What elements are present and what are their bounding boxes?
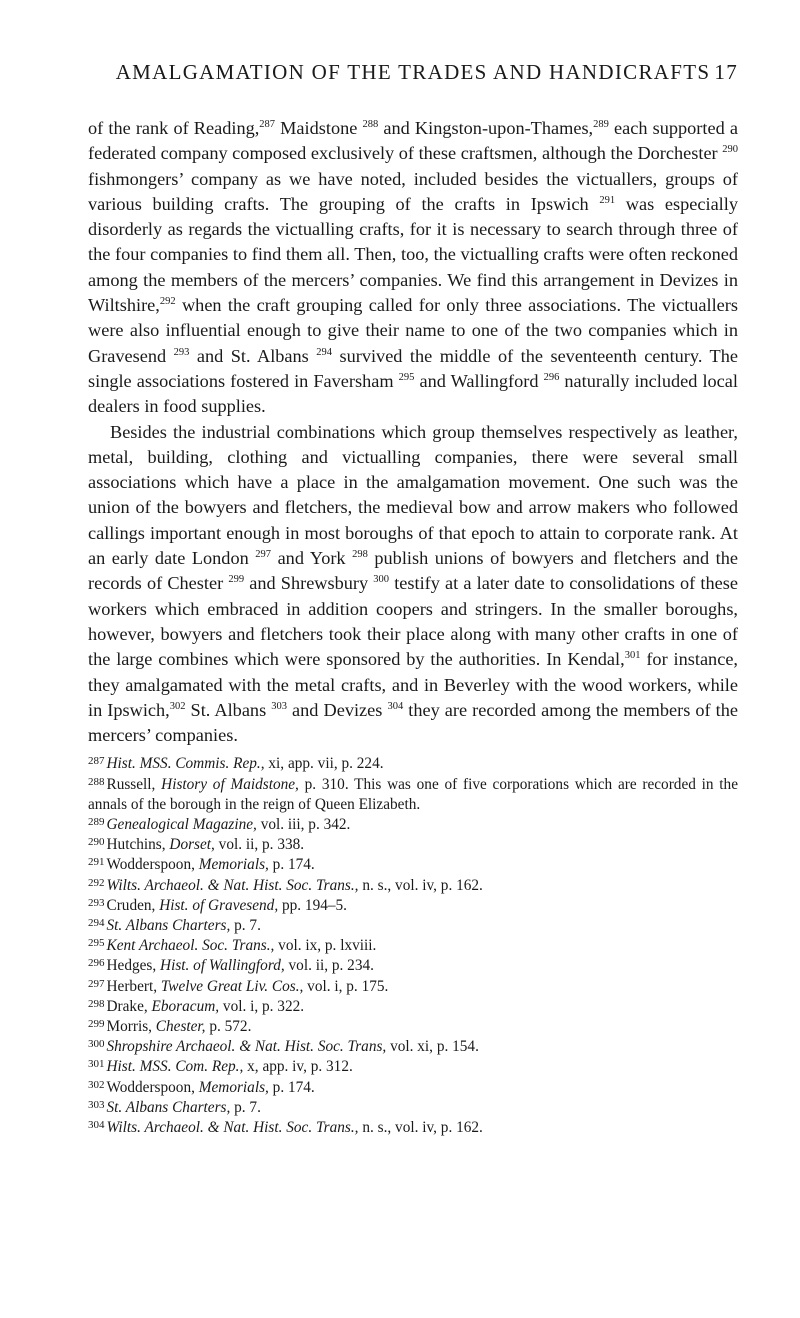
footnote-title: Eboracum, (151, 997, 220, 1015)
footnote-text: p. 572. (205, 1018, 252, 1036)
footnote-title: Kent Archaeol. Soc. Trans., (106, 937, 275, 955)
footnote-text: xi, app. vii, p. 224. (264, 755, 384, 773)
footnote (88, 775, 738, 815)
footnote-number: 296 (88, 957, 105, 970)
footnote-title: Hist. of Gravesend, (159, 896, 279, 914)
text-run: of the rank of Reading, (88, 118, 260, 138)
footnote-author: Drake, (106, 997, 152, 1015)
footnote-author: Hutchins, (106, 836, 170, 854)
text-run: they are recorded among the members of the mercers’ companies. (88, 699, 738, 746)
footnote-title: Hist. of Wallingford, (160, 957, 285, 975)
text-run: Maidstone (275, 118, 363, 138)
footnote-text: n. s., vol. iv, p. 162. (358, 876, 483, 894)
footnote-ref: 293 (173, 346, 190, 358)
footnote-number: 298 (88, 997, 105, 1010)
footnote (88, 916, 738, 936)
footnote-author: Wodderspoon, (106, 856, 199, 874)
footnote-text: p. 7. (230, 1098, 261, 1116)
footnote-ref: 288 (362, 119, 379, 130)
footnote-author: Herbert, (106, 977, 161, 995)
footnote-ref: 302 (169, 700, 186, 712)
footnote-ref: 294 (316, 346, 333, 358)
footnote-title: History of Maidstone, (161, 775, 299, 793)
footnote-text: p. 174. (268, 1078, 315, 1096)
text-run: for instance, they amalgamated with the metal crafts, and in Beverley with the wood workers, while in Ipswich, (88, 649, 738, 720)
footnote-text: vol. i, p. 175. (303, 977, 389, 995)
footnote-text: vol. i, p. 322. (219, 997, 305, 1015)
footnote-text: vol. ii, p. 234. (284, 957, 374, 975)
text-run: was especially disorderly as regards the victualling crafts, for it is necessary to search through three of the four companies to find them all. Then, too, the victualling crafts were often reckoned among the members of the mercers’ companies. We find this arrangement in Devizes in Wiltshire, (88, 193, 738, 316)
footnote-title: Chester, (155, 1018, 206, 1036)
footnote-number: 293 (88, 896, 105, 909)
footnote (88, 1017, 738, 1037)
footnote-number: 300 (88, 1038, 105, 1051)
paragraph-1 (88, 116, 738, 420)
footnote-number: 304 (88, 1119, 105, 1132)
footnote-author: Russell, (106, 775, 162, 793)
footnote-ref: 297 (255, 549, 272, 561)
page-number: 17 (714, 60, 738, 84)
footnote-text: p. 310. This was one of five corporations which are recorded in the annals of the borough in the reign of Queen Elizabeth. (88, 775, 738, 813)
text-run: when the craft grouping called for only three associations. The victuallers were also influential enough to give their name to one of the two companies which in Gravesend (88, 295, 738, 366)
footnote-ref: 300 (373, 574, 390, 586)
footnote (88, 1078, 738, 1098)
footnote-ref: 291 (599, 194, 616, 206)
footnote (88, 1057, 738, 1077)
text-run: St. Albans (185, 699, 272, 720)
footnote-title: Wilts. Archaeol. & Nat. Hist. Soc. Trans., (106, 876, 359, 894)
text-run: and Kingston-upon-Thames, (378, 118, 594, 138)
footnote (88, 936, 738, 956)
footnote (88, 835, 738, 855)
footnote-title: Wilts. Archaeol. & Nat. Hist. Soc. Trans., (106, 1119, 359, 1137)
footnote (88, 815, 738, 835)
book-page (88, 60, 738, 1138)
footnote-ref: 289 (593, 119, 609, 130)
footnotes (88, 754, 738, 1138)
footnote-author: Morris, (106, 1018, 156, 1036)
running-head-title: AMALGAMATION OF THE TRADES AND HANDICRAFTS (115, 60, 711, 84)
footnote-author: Wodderspoon, (106, 1078, 199, 1096)
footnote-ref: 299 (228, 574, 245, 586)
text-run: each supported a federated company composed exclusively of these craftsmen, although the Dorchester (88, 118, 738, 164)
footnote-text: vol. ii, p. 338. (214, 836, 305, 854)
footnote-number: 287 (88, 755, 105, 768)
footnote (88, 1118, 738, 1138)
footnote-title: Dorset, (169, 836, 215, 854)
footnote-title: St. Albans Charters, (106, 1098, 231, 1116)
footnote-title: Genealogical Magazine, (106, 816, 257, 834)
footnote-number: 302 (88, 1078, 105, 1091)
footnote-ref: 298 (352, 549, 368, 561)
footnote-number: 301 (88, 1058, 105, 1071)
footnote-text: x, app. iv, p. 312. (243, 1058, 353, 1076)
footnote-ref: 290 (722, 144, 738, 156)
footnote-title: Memorials, (198, 1078, 269, 1096)
text-run: publish unions of bowyers and fletchers and the records of Chester (88, 548, 738, 594)
text-run: fishmongers’ company as we have noted, included besides the victuallers, groups of various building crafts. The grouping of the crafts in Ipswich (88, 168, 738, 214)
text-run: survived the middle of the seventeenth century. The single associations fostered in Faversham (88, 345, 738, 391)
footnote (88, 1037, 738, 1057)
footnote-ref: 292 (159, 296, 176, 308)
footnote-title: St. Albans Charters, (106, 917, 231, 935)
footnote-number: 295 (88, 937, 105, 950)
footnote-number: 289 (88, 816, 105, 829)
footnote-number: 288 (88, 775, 105, 788)
footnote (88, 855, 738, 875)
text-run: and St. Albans (189, 345, 317, 366)
footnote-text: vol. ix, p. lxviii. (274, 937, 377, 955)
footnote (88, 1098, 738, 1118)
text-run: and Devizes (287, 699, 388, 720)
footnote-text: vol. iii, p. 342. (256, 816, 351, 834)
footnote-title: Twelve Great Liv. Cos., (160, 977, 304, 995)
footnote-ref: 295 (398, 371, 415, 383)
footnote (88, 896, 738, 916)
footnote (88, 876, 738, 896)
footnote-text: vol. xi, p. 154. (386, 1038, 479, 1056)
footnote (88, 997, 738, 1017)
footnote-number: 303 (88, 1098, 105, 1111)
footnote-number: 291 (88, 856, 105, 869)
text-run: testify at a later date to consolidations of these workers which embraced in addition coopers and stringers. In the smaller boroughs, however, bowyers and fletchers took their place along with many other crafts in one of the large combines which were sponsored by the authorities. In Kendal, (88, 573, 738, 670)
footnote-ref: 303 (271, 700, 287, 712)
footnote (88, 956, 738, 976)
footnote-title: Hist. MSS. Com. Rep., (106, 1058, 244, 1076)
footnote-text: pp. 194–5. (278, 896, 347, 914)
footnote (88, 977, 738, 997)
footnote-title: Shropshire Archaeol. & Nat. Hist. Soc. Trans, (106, 1038, 387, 1056)
footnote-number: 297 (88, 977, 105, 990)
footnote-author: Cruden, (106, 896, 160, 914)
text-run: and Wallingford (414, 370, 544, 391)
footnote-title: Memorials, (198, 856, 269, 874)
footnote-text: p. 7. (230, 917, 261, 935)
footnote-number: 294 (88, 917, 105, 930)
footnote-number: 299 (88, 1018, 105, 1031)
text-run: Besides the industrial combinations which group themselves respectively as leather, metal, building, clothing and victualling companies, there were several small associations which have a place in the amalgamation movement. One such was the union of the bowyers and fletchers, the medieval bow and arrow makers who followed callings important enough in most boroughs of that epoch to attain to corporate rank. At an early date London (88, 421, 738, 569)
footnote-text: p. 174. (268, 856, 315, 874)
footnote-ref: 304 (387, 700, 404, 712)
body-text (88, 116, 738, 748)
text-run: and York (271, 548, 353, 569)
footnote-ref: 287 (259, 119, 276, 130)
footnote-number: 292 (88, 876, 105, 889)
footnote-ref: 296 (543, 371, 560, 383)
footnote-text: n. s., vol. iv, p. 162. (358, 1119, 483, 1137)
running-head (88, 60, 738, 100)
footnote-title: Hist. MSS. Commis. Rep., (106, 755, 265, 773)
footnote-number: 290 (88, 836, 105, 849)
text-run: naturally included local dealers in food supplies. (88, 370, 738, 417)
footnote (88, 754, 738, 774)
footnote-ref: 301 (624, 650, 641, 662)
footnote-author: Hedges, (106, 957, 161, 975)
text-run: and Shrewsbury (244, 573, 374, 594)
paragraph-2 (88, 420, 738, 749)
